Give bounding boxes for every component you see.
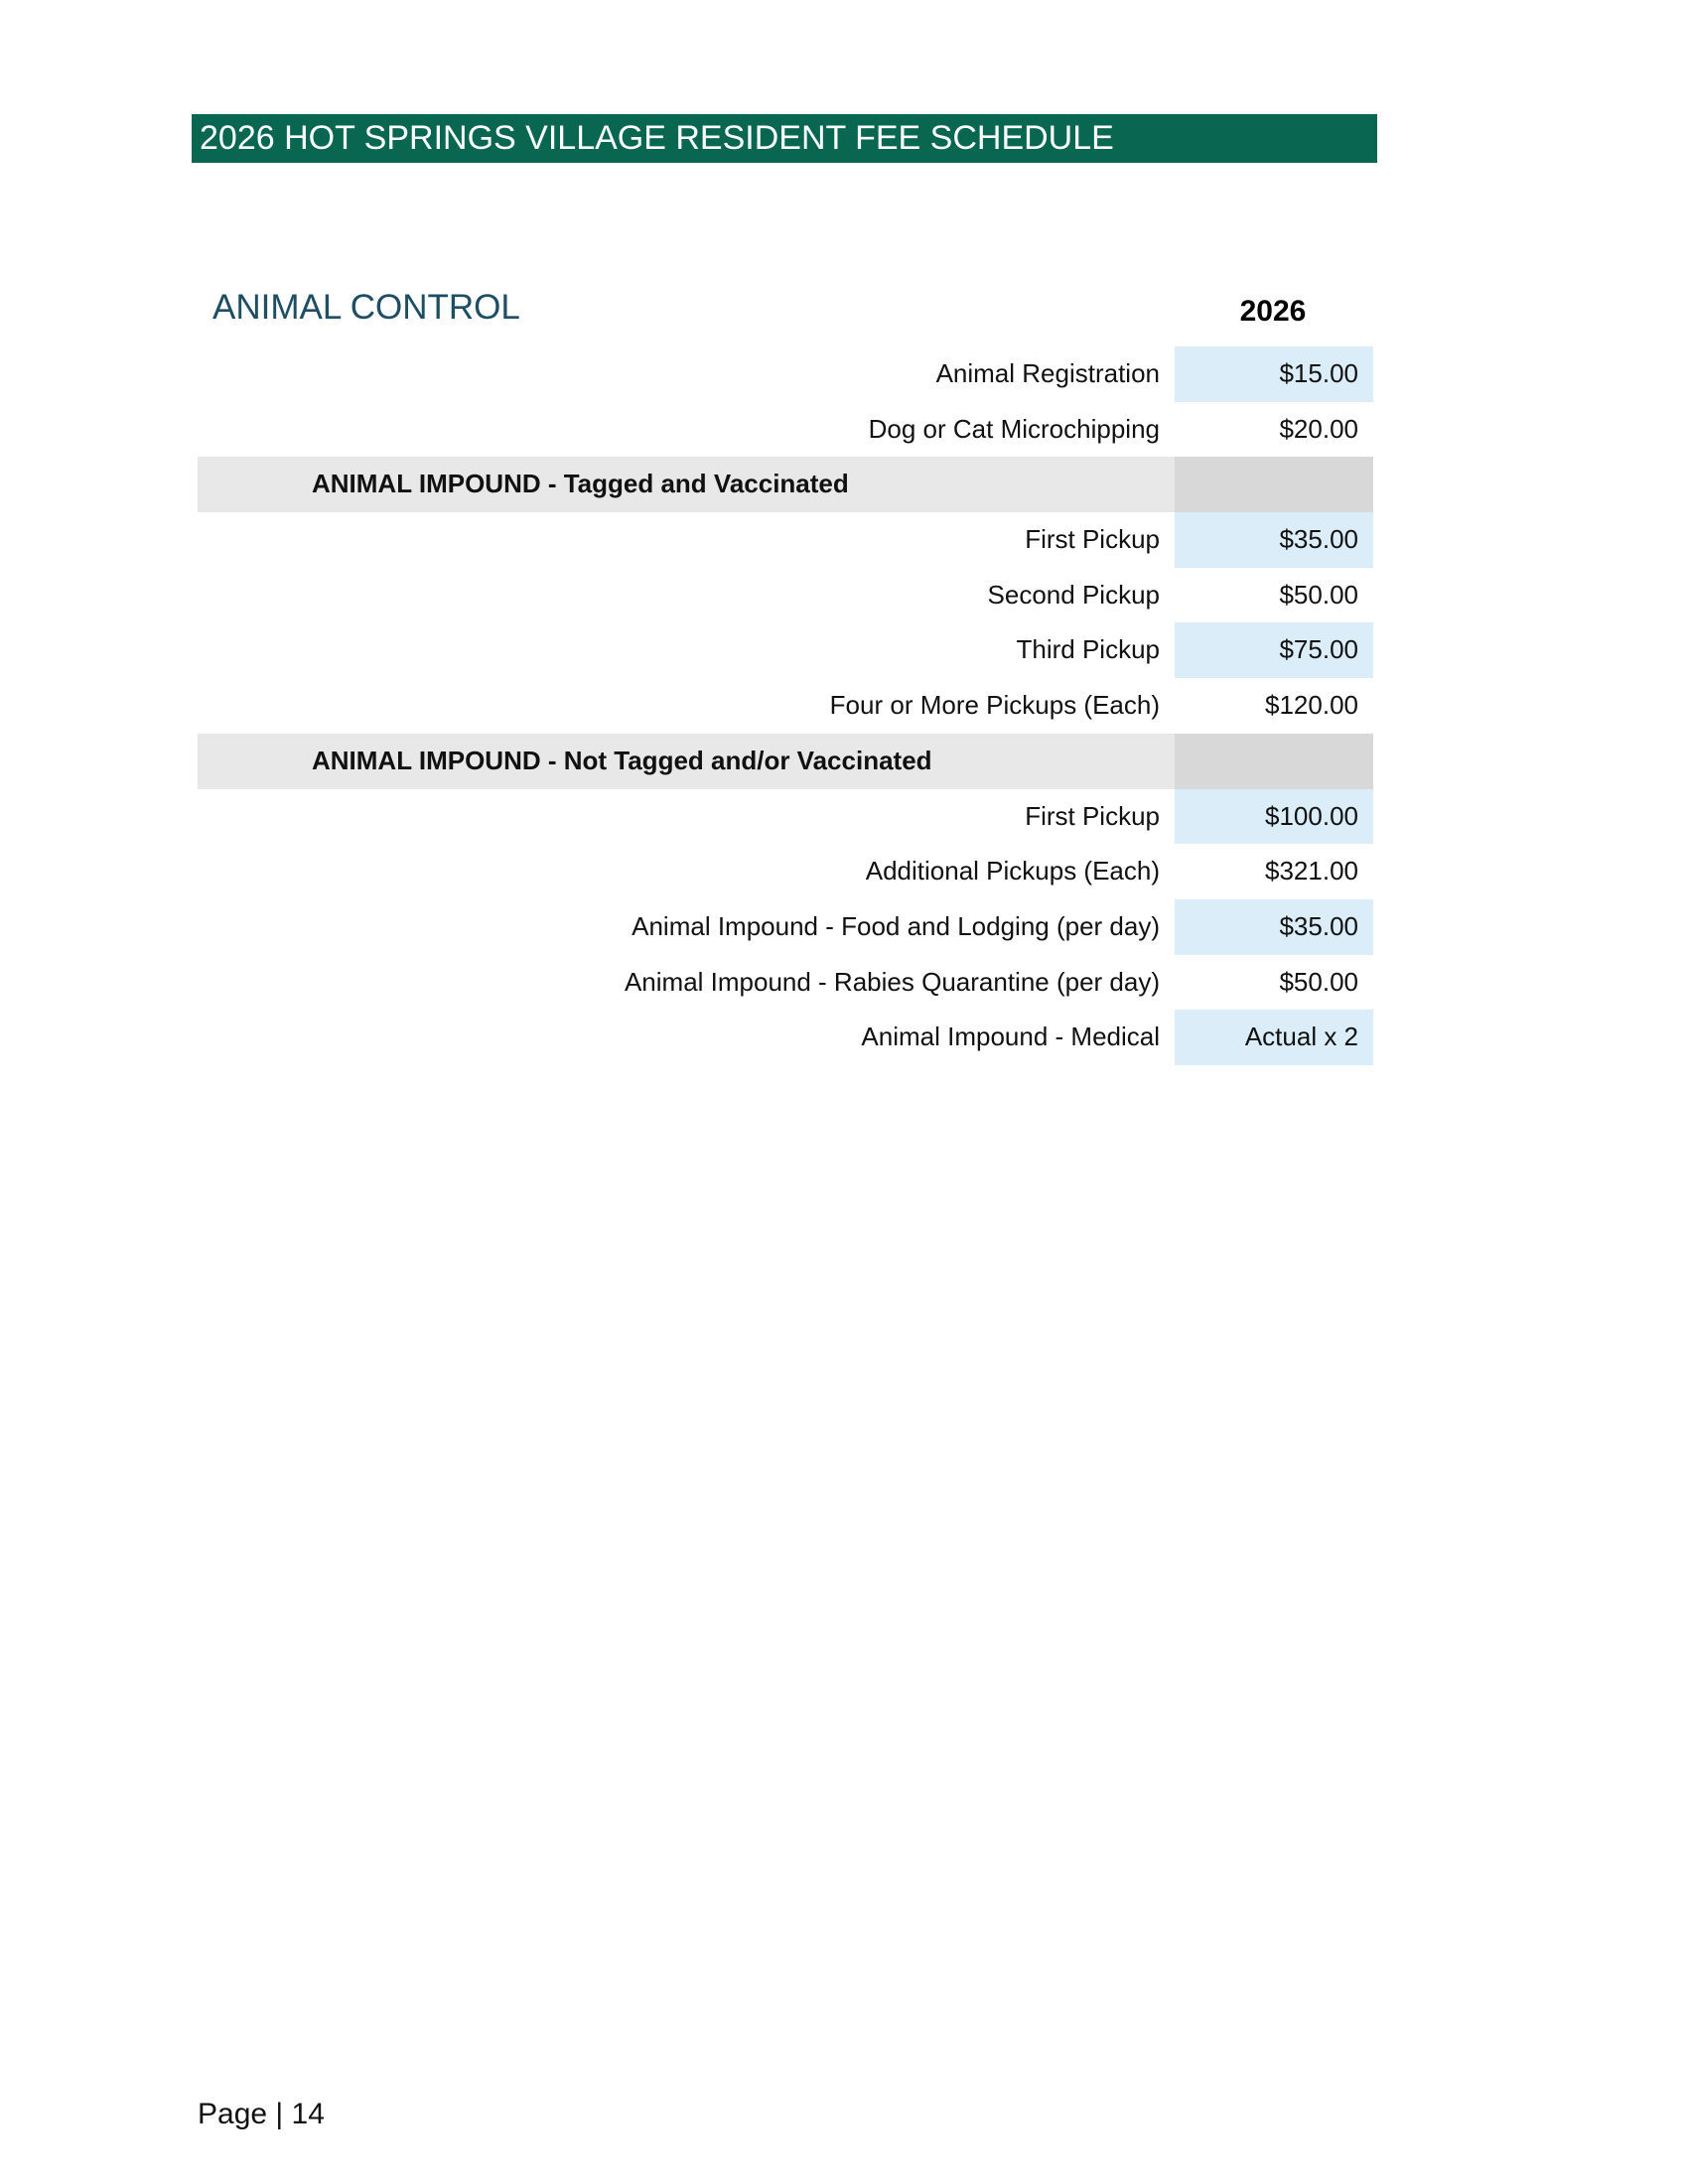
fee-row — [198, 789, 1373, 845]
fee-value: $20.00 — [1279, 413, 1358, 444]
fee-row — [198, 402, 1373, 458]
fee-row — [198, 678, 1373, 734]
fee-row — [198, 346, 1373, 402]
fee-row — [198, 622, 1373, 678]
fee-section-row — [198, 734, 1373, 789]
fee-label: Third Pickup — [1016, 634, 1160, 665]
fee-section-row — [198, 457, 1373, 512]
fee-section-label: ANIMAL IMPOUND - Not Tagged and/or Vaccinated — [198, 734, 1175, 789]
fee-row — [198, 899, 1373, 955]
fee-value: $50.00 — [1279, 579, 1358, 610]
fee-section-label: ANIMAL IMPOUND - Tagged and Vaccinated — [198, 457, 1175, 512]
document-title-bar: 2026 HOT SPRINGS VILLAGE RESIDENT FEE SCHEDULE — [192, 114, 1377, 163]
fee-label: Animal Registration — [935, 358, 1160, 388]
fee-row — [198, 844, 1373, 899]
section-title: ANIMAL CONTROL — [212, 288, 520, 327]
fee-value: $35.00 — [1175, 899, 1373, 955]
fee-value: $35.00 — [1175, 512, 1373, 568]
fee-value: $120.00 — [1265, 690, 1358, 721]
fee-value: $100.00 — [1175, 789, 1373, 845]
fee-label: First Pickup — [1025, 524, 1160, 555]
fee-row — [198, 1010, 1373, 1065]
fee-label: Second Pickup — [987, 579, 1160, 610]
fee-value: $15.00 — [1175, 346, 1373, 402]
fee-label: Animal Impound - Rabies Quarantine (per day) — [624, 966, 1160, 997]
fee-value — [1175, 457, 1373, 512]
fee-label: Animal Impound - Medical — [861, 1022, 1160, 1052]
fee-label: First Pickup — [1025, 800, 1160, 831]
fee-value: $75.00 — [1175, 622, 1373, 678]
page-number: Page | 14 — [198, 2098, 325, 2130]
fee-label: Dog or Cat Microchipping — [868, 413, 1160, 444]
fee-label: Animal Impound - Food and Lodging (per day) — [632, 910, 1160, 941]
fee-value: $321.00 — [1265, 856, 1358, 887]
fee-table — [198, 346, 1373, 1065]
fee-value — [1175, 734, 1373, 789]
fee-row — [198, 568, 1373, 623]
fee-value: $50.00 — [1279, 966, 1358, 997]
fee-row — [198, 512, 1373, 568]
fee-row — [198, 955, 1373, 1011]
fee-label: Additional Pickups (Each) — [865, 856, 1160, 887]
fee-label: Four or More Pickups (Each) — [829, 690, 1160, 721]
year-column-header: 2026 — [1239, 295, 1307, 328]
fee-value: Actual x 2 — [1175, 1010, 1373, 1065]
